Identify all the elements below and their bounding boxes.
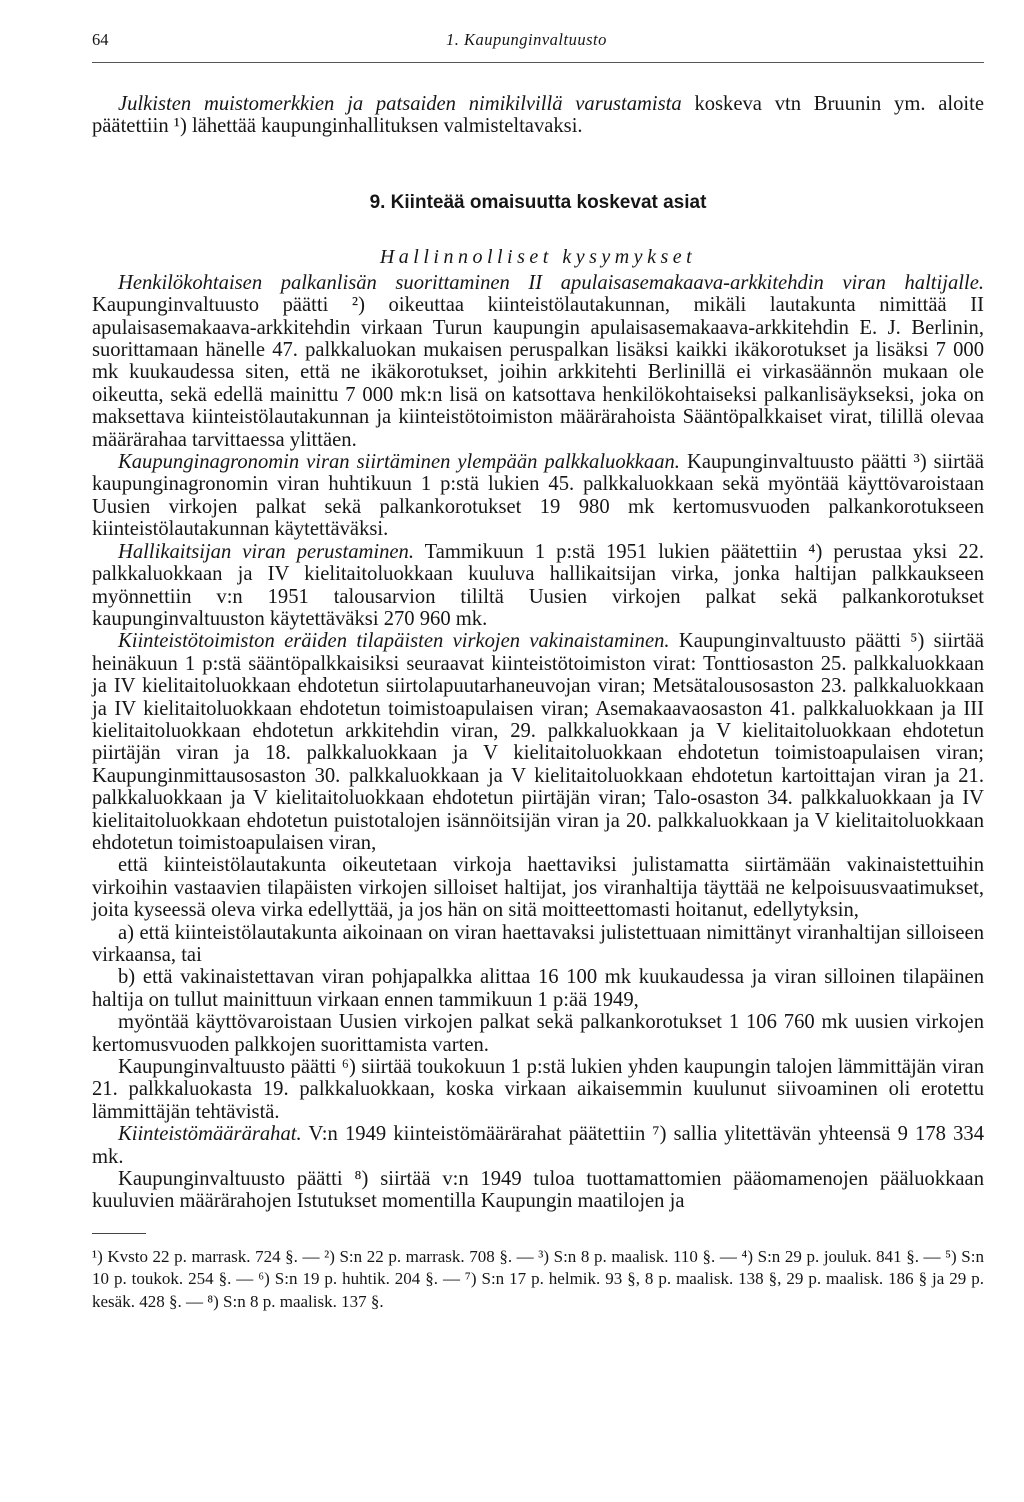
page-header — [92, 30, 984, 60]
paragraph — [92, 922, 984, 967]
paragraph-text: Kaupunginvaltuusto päätti ⁸) siirtää v:n 1949 tuloa tuottamattomien pääomamenojen pääluokkaan kuuluvien määrärahojen Istutukset momentilla Kaupungin maatilojen ja — [92, 1168, 984, 1213]
paragraph-text: Kaupunginvaltuusto päätti ³) siirtää kaupunginagronomin viran huhtikuun 1 p:stä lukien 45. palkkaluokkaan sekä myöntää käyttövaroistaan Uusien virkojen palkat sekä palkankorotukset 19 980 mk kertomusvuoden palkankorotukseen kiinteistölautakunnan käytettäväksi. — [92, 451, 985, 541]
paragraph — [92, 451, 984, 541]
paragraph-text: V:n 1949 kiinteistömäärärahat päätettiin ⁷) sallia ylitettävän yhteensä 9 178 334 mk. — [92, 1123, 985, 1168]
paragraph — [92, 1123, 984, 1168]
paragraph-heading: Kiinteistötoimiston eräiden tilapäisten virkojen vakinaistaminen. — [118, 630, 670, 653]
paragraph — [92, 1056, 984, 1123]
running-title: 1. Kaupunginvaltuusto — [446, 30, 607, 49]
paragraph — [92, 541, 984, 631]
paragraph-text: a) että kiinteistölautakunta aikoinaan on viran haettavaksi julistettuaan nimittänyt viranhaltijan silloiseen virkaansa, tai — [92, 921, 984, 966]
paragraph — [92, 854, 984, 921]
section-subtitle: Hallinnolliset kysymykset — [379, 245, 697, 268]
paragraph — [92, 1011, 984, 1056]
section-title: 9. Kiinteää omaisuutta koskevat asiat — [369, 191, 707, 213]
paragraph-heading: Kiinteistömäärärahat. — [118, 1123, 302, 1146]
footnote-rule — [92, 1233, 146, 1234]
paragraph — [92, 1168, 984, 1213]
document-page — [92, 30, 984, 1313]
paragraph-text: Tammikuun 1 p:stä 1951 lukien päätettiin ⁴) perustaa yksi 22. palkkaluokkaan ja IV kielitaitoluokkaan kuuluva hallikaitsijan virka, jonka haltijan palkkaukseen myönnettiin v:n 1951 talousarvion tililtä Uusien virkojen palkat sekä palkankorotukset kaupunginvaltuuston käytettäväksi 270 960 mk. — [92, 540, 984, 630]
paragraph-text: Kaupunginvaltuusto päätti ⁶) siirtää toukokuun 1 p:stä lukien yhden kaupungin talojen lämmittäjän viran 21. palkkaluokasta 19. palkkaluokkaan, koska virkaan aikaisemmin kuulunut siivoaminen oli erotettu lämmittäjän tehtävistä. — [92, 1056, 984, 1123]
paragraph — [92, 966, 984, 1011]
header-rule — [92, 62, 984, 63]
paragraph-text: myöntää käyttövaroistaan Uusien virkojen palkat sekä palkankorotukset 1 106 760 mk uusien virkojen kertomusvuoden palkkojen suorittamista varten. — [92, 1011, 984, 1056]
paragraph-text: että kiinteistölautakunta oikeutetaan virkoja haettaviksi julistamatta siirtämään vakinaistettuihin virkoihin vastaavien tilapäisten virkojen silloiset haltijat, jos viranhaltija täyttää ne kelpoisuusvaatimukset, joita kyseessä oleva virka edellyttää, ja jos hän on sitä moitteettomasti hoitanut, edellytyksin, — [92, 854, 984, 922]
intro-paragraph — [92, 93, 984, 138]
footnotes: ¹) Kvsto 22 p. marrask. 724 §. — ²) S:n 22 p. marrask. 708 §. — ³) S:n 8 p. maalisk. 110 §. — ⁴) S:n 29 p. jouluk. 841 §. — ⁵) S:n 10 p. toukok. 254 §. — ⁶) S:n 19 p. huhtik. 204 §. — ⁷) S:n 17 p. helmik. 93 §, 8 p. maalisk. 138 §, 29 p. maalisk. 186 § ja 29 p. kesäk. 428 §. — ⁸) S:n 8 p. maalisk. 137 §. — [92, 1246, 984, 1311]
paragraph — [92, 272, 984, 451]
paragraph — [92, 630, 984, 854]
paragraph-heading: Hallikaitsijan viran perustaminen. — [118, 540, 414, 563]
paragraph-text: Kaupunginvaltuusto päätti ²) oikeuttaa kiinteistölautakunnan, mikäli lautakunta nimittää II apulaisasemakaava-arkkitehdin virkaan Turun kaupungin apulaisasemakaava-arkkitehdin E. J. Berlinin, suorittamaan hänelle 47. palkkaluokan mukaisen peruspalkan lisäksi kaikki ikäkorotukset ja lisäksi 7 000 mk kuukaudessa siten, että ne ikäkorotukset, joihin arkkitehti Berlinillä ei virkasäännön mukaan ole oikeutta, sekä edellä mainittu 7 000 mk:n lisä on katsottava henkilökohtaiseksi palkanlisäykseksi, joka on maksettava kiinteistölautakunnan ja kiinteistötoimiston määrärahoista Sääntöpalkkaiset virat, tilillä olevaa määrärahaa tarvittaessa ylittäen. — [92, 294, 984, 451]
paragraph-text: b) että vakinaistettavan viran pohjapalkka alittaa 16 100 mk kuukaudessa ja viran silloinen tilapäinen haltija on tullut mainittuun virkaan ennen tammikuun 1 p:ää 1949, — [92, 966, 984, 1011]
page-number: 64 — [92, 30, 109, 49]
paragraph-text: Kaupunginvaltuusto päätti ⁵) siirtää heinäkuun 1 p:stä sääntöpalkkaisiksi seuraavat kiinteistötoimiston virat: Tonttiosaston 25. palkkaluokkaan ja IV kielitaitoluokkaan ehdotetun siirtolapuutarhaneuvojan viran; Metsätalousosaston 23. palkkaluokkaan ja IV kielitaitoluokkaan ehdotetun toimistoapulaisen viran; Asemakaavaosaston 41. palkkaluokkaan ja III kielitaitoluokkaan ehdotetun arkkitehdin viran, 29. palkkaluokkaan ja V kielitaitoluokkaan ehdotetun piirtäjän viran ja 18. palkkaluokkaan ja V kielitaitoluokkaan ehdotetun toimistoapulaisen viran; Kaupunginmittausosaston 30. palkkaluokkaan ja V kielitaitoluokkaan ehdotetun kartoittajan viran ja 21. palkkaluokkaan ja V kielitaitoluokkaan ehdotetun piirtäjän viran; Talo-osaston 34. palkkaluokkaan ja IV kielitaitoluokkaan ehdotetun puistotalojen isännöitsijän viran ja 20. palkkaluokkaan ja V kielitaitoluokkaan ehdotetun toimistoapulaisen viran, — [92, 630, 984, 854]
intro-heading: Julkisten muistomerkkien ja patsaiden nimikilvillä varustamista — [118, 93, 682, 115]
paragraph-heading: Kaupunginagronomin viran siirtäminen ylempään palkkaluokkaan. — [118, 451, 680, 474]
paragraph-heading: Henkilökohtaisen palkanlisän suorittaminen II apulaisasemakaava-arkkitehdin viran haltijalle. — [118, 271, 984, 294]
intro-text: koskeva vtn Bruunin ym. aloite päätettiin ¹) lähettää kaupunginhallituksen valmisteltavaksi. — [92, 93, 984, 138]
